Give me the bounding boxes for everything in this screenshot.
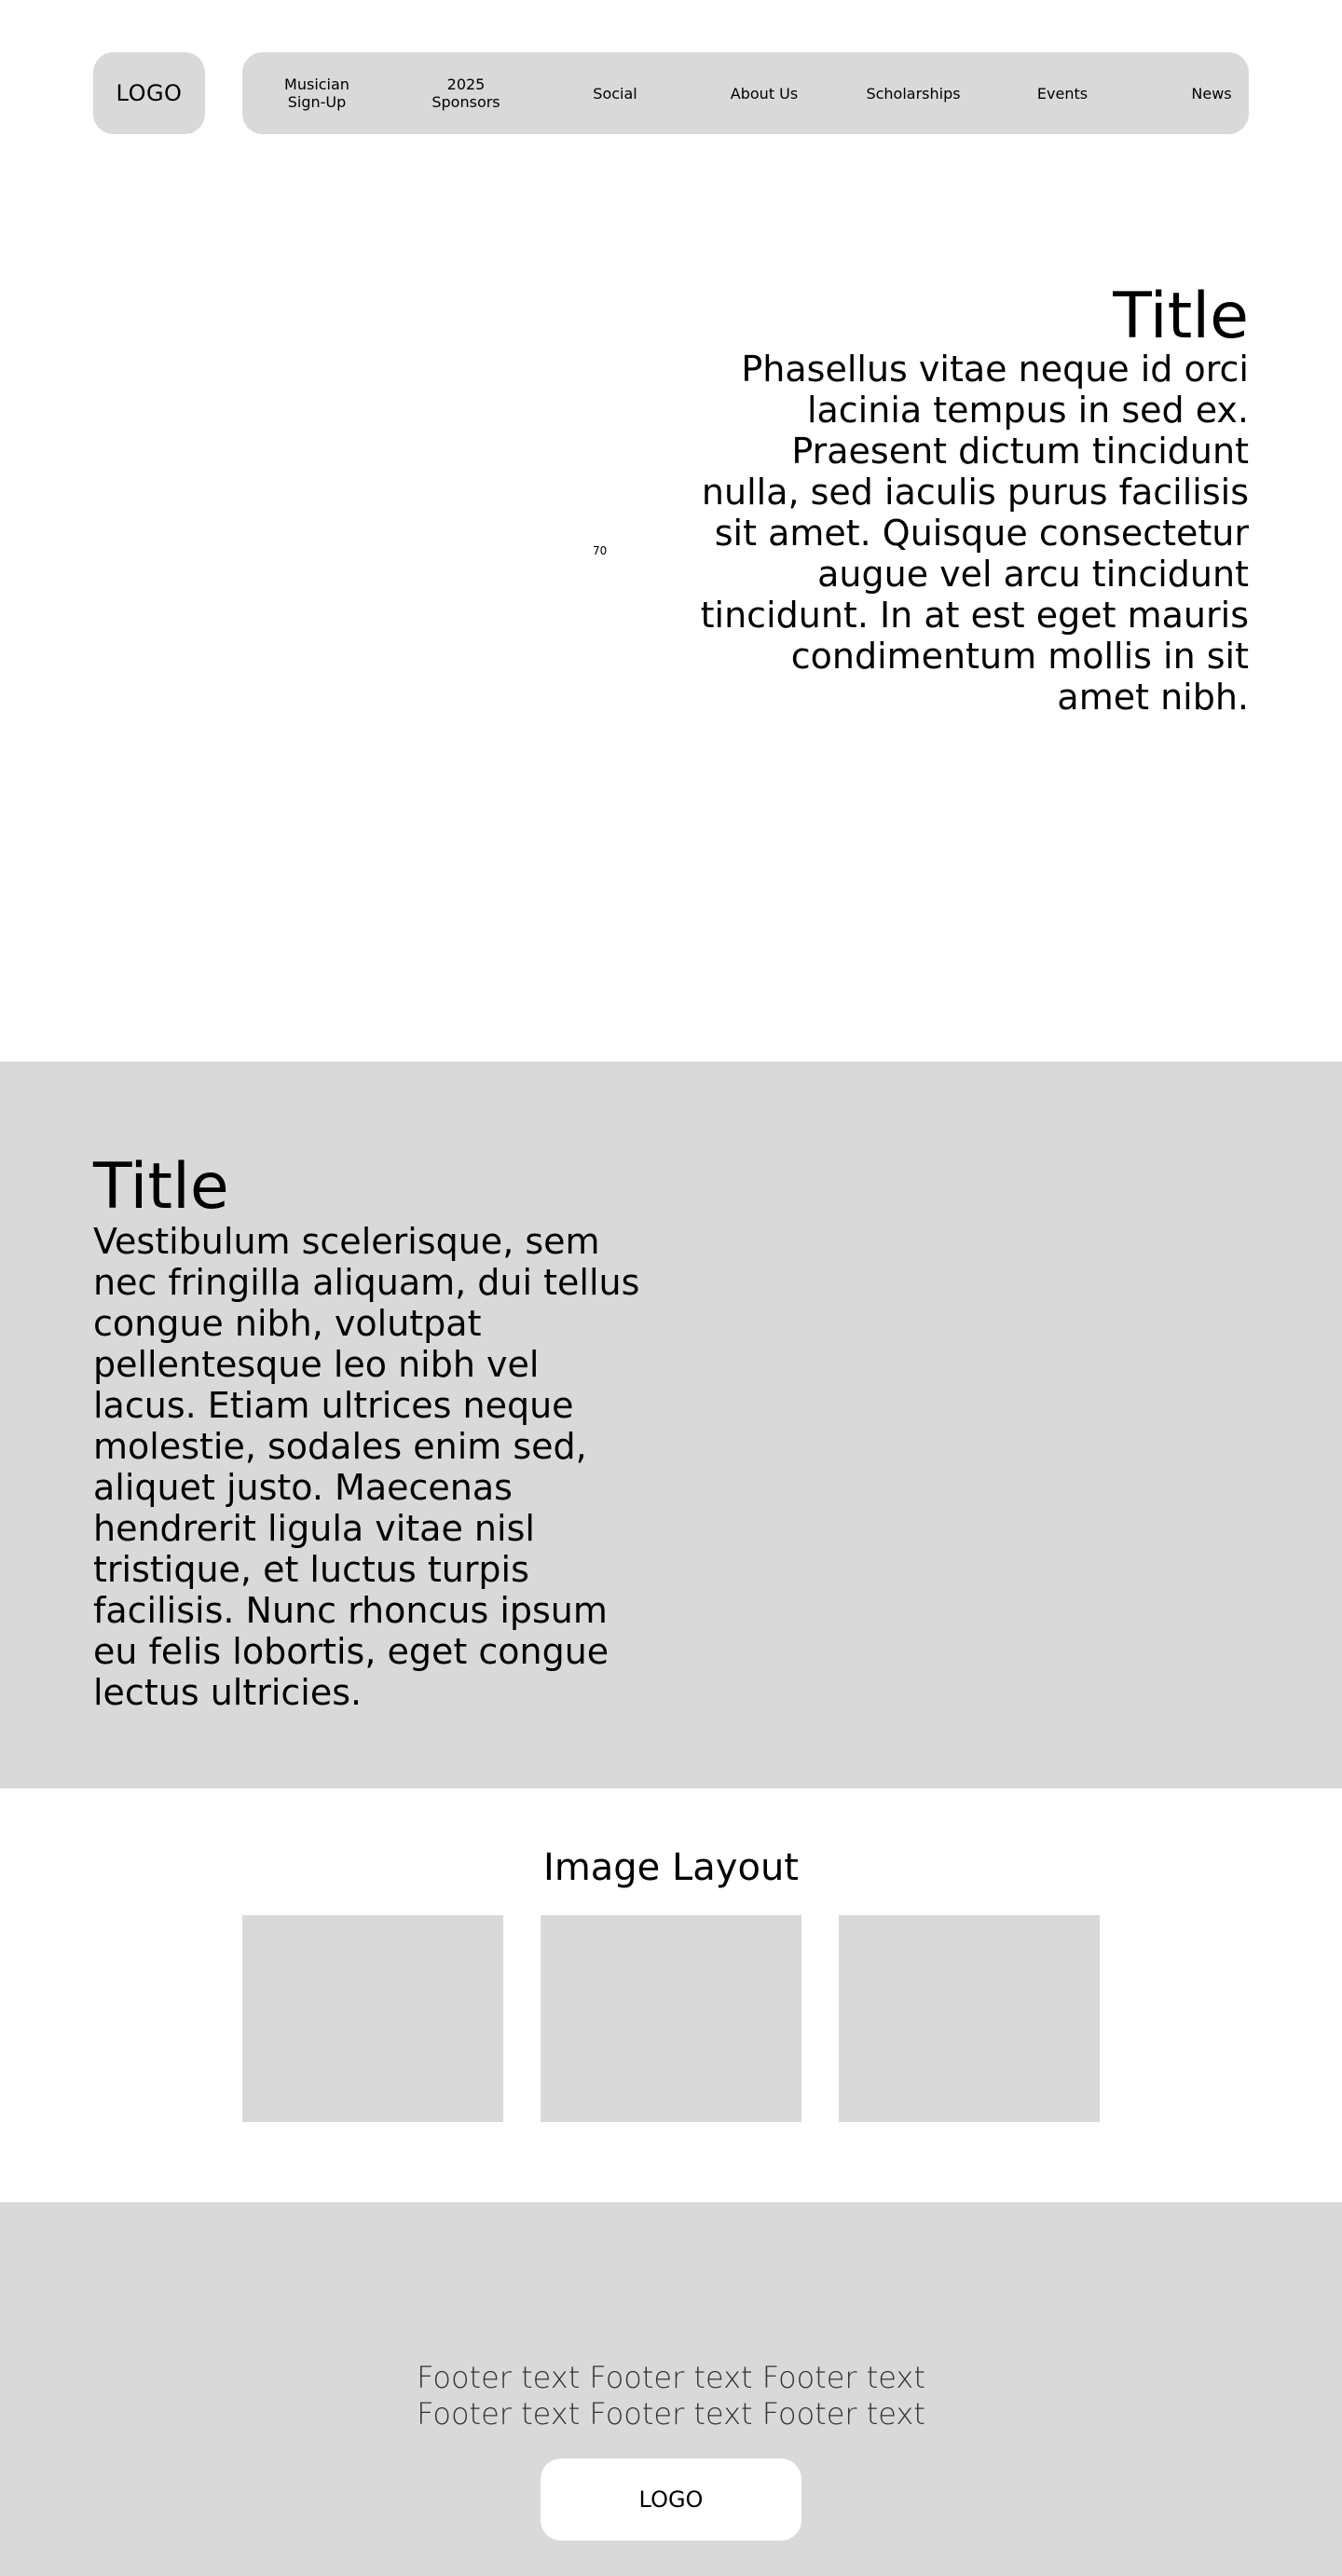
image-placeholder-3 (839, 1915, 1100, 2122)
image-placeholder-2 (541, 1915, 801, 2122)
nav-item-scholarships[interactable]: Scholarships (866, 84, 961, 103)
footer-text-line-2: Footer text Footer text Footer text (417, 2396, 925, 2432)
nav-item-events[interactable]: Events (1036, 84, 1089, 103)
feature-title: Title (93, 1150, 229, 1224)
nav-item-social[interactable]: Social (593, 84, 637, 103)
footer-text-line-1: Footer text Footer text Footer text (417, 2360, 925, 2395)
stray-number: 70 (593, 544, 608, 557)
nav-item-news[interactable]: News (1191, 84, 1232, 103)
footer-text (0, 2360, 1342, 2432)
header-logo[interactable]: LOGO (93, 52, 205, 134)
nav-item-sponsors[interactable]: 2025 Sponsors (431, 75, 500, 111)
main-nav (242, 52, 1249, 134)
hero-body: Phasellus vitae neque id orci lacinia tempus in sed ex. Praesent dictum tincidunt nulla, sed iaculis purus facilisis sit amet. Quisque consectetur augue vel arcu tincidunt tincidunt. In at est eget mauris condimentum mollis in sit amet nibh. (700, 349, 1249, 718)
image-placeholder-1 (242, 1915, 503, 2122)
hero-title: Title (1113, 280, 1249, 353)
nav-item-musician-signup[interactable]: Musician Sign-Up (284, 75, 349, 111)
nav-item-about-us[interactable]: About Us (730, 84, 799, 103)
footer-logo[interactable]: LOGO (541, 2459, 801, 2541)
gallery-title: Image Layout (543, 1846, 799, 1889)
feature-body: Vestibulum scelerisque, sem nec fringilla aliquam, dui tellus congue nibh, volutpat pellentesque leo nibh vel lacus. Etiam ultrices neque molestie, sodales enim sed, aliquet justo. Maecenas hendrerit ligula vitae nisl tristique, et luctus turpis facilisis. Nunc rhoncus ipsum eu felis lobortis, eget congue lectus ultricies. (93, 1221, 640, 1713)
